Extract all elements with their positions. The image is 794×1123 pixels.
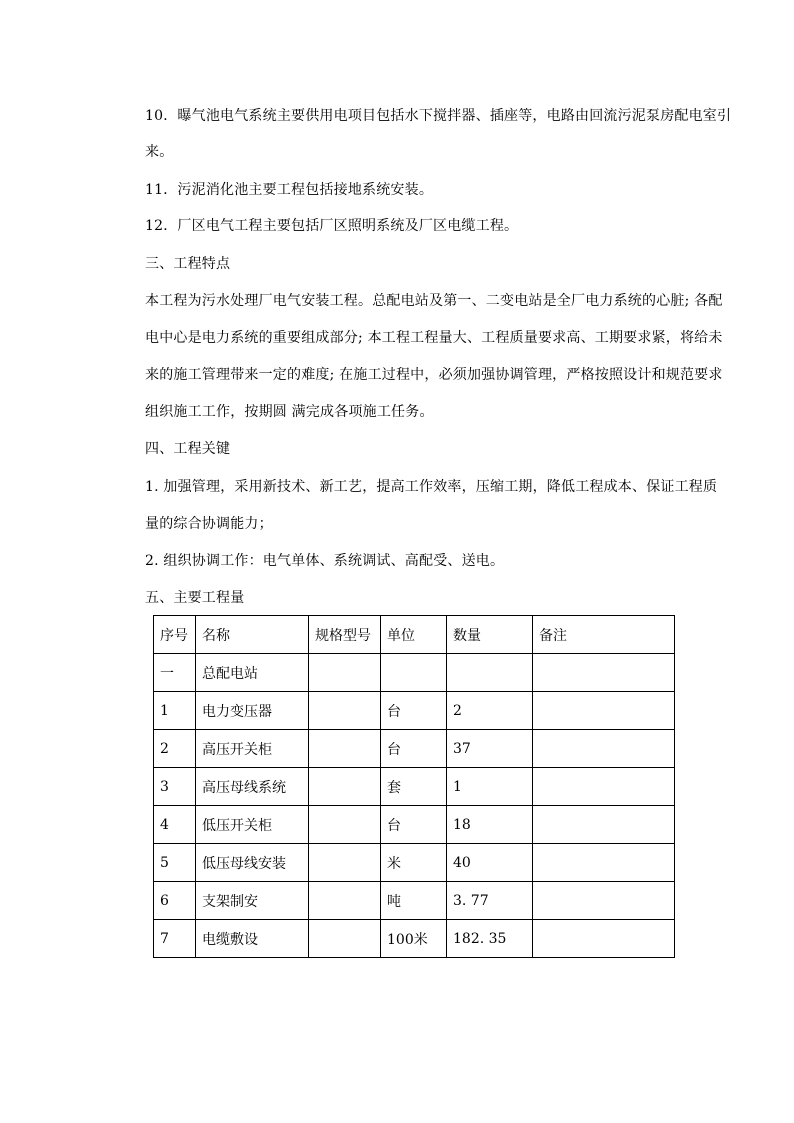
table-row [154,692,675,730]
cell-spec [309,730,381,768]
cell-spec [309,920,381,958]
header-cell-quantity: 数量 [447,616,533,654]
cell-spec [309,806,381,844]
cell-quantity: 1 [447,768,533,806]
cell-remarks [533,920,675,958]
header-cell-index: 序号 [154,616,196,654]
paragraph-item-10-continued: 来。 [145,144,174,160]
features-paragraph-line-3: 来的施工管理带来一定的难度; 在施工过程中，必须加强协调管理，严格按照设计和规范要求 [145,367,723,383]
table-row [154,654,675,692]
cell-spec [309,844,381,882]
cell-index: 7 [154,920,196,958]
cell-spec [309,882,381,920]
section-heading-quantities: 五、主要工程量 [145,590,245,606]
cell-name: 电力变压器 [196,692,309,730]
cell-name: 高压开关柜 [196,730,309,768]
cell-remarks [533,806,675,844]
cell-quantity: 3. 77 [447,882,533,920]
cell-remarks [533,730,675,768]
cell-remarks [533,654,675,692]
features-paragraph-line-2: 电中心是电力系统的重要组成部分; 本工程工程量大、工程质量要求高、工期要求紧，将给未 [145,330,723,346]
key-point-1-line-1: 1. 加强管理，采用新技术、新工艺，提高工作效率，压缩工期，降低工程成本、保证工程质 [145,479,718,495]
table-row [154,806,675,844]
header-cell-name: 名称 [196,616,309,654]
cell-unit: 吨 [381,882,447,920]
cell-index: 4 [154,806,196,844]
table-row [154,768,675,806]
cell-unit [381,654,447,692]
cell-name: 电缆敷设 [196,920,309,958]
header-cell-unit: 单位 [381,616,447,654]
features-paragraph-line-4: 组织施工工作，按期圆 满完成各项施工任务。 [145,404,434,420]
cell-name: 总配电站 [196,654,309,692]
table-header-row [154,616,675,654]
cell-quantity: 40 [447,844,533,882]
table-row [154,882,675,920]
paragraph-item-12: 12．厂区电气工程主要包括厂区照明系统及厂区电缆工程。 [145,218,519,234]
cell-name: 低压开关柜 [196,806,309,844]
cell-remarks [533,882,675,920]
cell-quantity: 2 [447,692,533,730]
cell-quantity: 18 [447,806,533,844]
cell-unit: 100米 [381,920,447,958]
cell-remarks [533,692,675,730]
header-cell-remarks: 备注 [533,616,675,654]
cell-index: 一 [154,654,196,692]
section-heading-key-points: 四、工程关键 [145,441,231,457]
cell-index: 3 [154,768,196,806]
header-cell-spec: 规格型号 [309,616,381,654]
cell-index: 2 [154,730,196,768]
cell-quantity: 37 [447,730,533,768]
cell-name: 低压母线安装 [196,844,309,882]
cell-unit: 台 [381,692,447,730]
cell-quantity: 182. 35 [447,920,533,958]
table-row [154,844,675,882]
cell-index: 5 [154,844,196,882]
features-paragraph-line-1: 本工程为污水处理厂电气安装工程。总配电站及第一、二变电站是全厂电力系统的心脏; 各配 [145,293,723,309]
cell-unit: 台 [381,806,447,844]
cell-name: 支架制安 [196,882,309,920]
table-row [154,730,675,768]
cell-index: 6 [154,882,196,920]
quantities-table [153,615,675,958]
cell-spec [309,654,381,692]
table-row [154,920,675,958]
cell-unit: 米 [381,844,447,882]
cell-unit: 套 [381,768,447,806]
cell-index: 1 [154,692,196,730]
paragraph-item-11: 11．污泥消化池主要工程包括接地系统安装。 [145,182,434,198]
cell-remarks [533,844,675,882]
section-heading-features: 三、工程特点 [145,256,231,272]
cell-spec [309,768,381,806]
cell-unit: 台 [381,730,447,768]
cell-spec [309,692,381,730]
key-point-2: 2. 组织协调工作：电气单体、系统调试、高配受、送电。 [145,553,505,569]
cell-quantity [447,654,533,692]
key-point-1-line-2: 量的综合协调能力； [145,516,273,532]
cell-name: 高压母线系统 [196,768,309,806]
cell-remarks [533,768,675,806]
paragraph-item-10: 10．曝气池电气系统主要供用电项目包括水下搅拌器、插座等，电路由回流污泥泵房配电室引 [145,108,732,124]
